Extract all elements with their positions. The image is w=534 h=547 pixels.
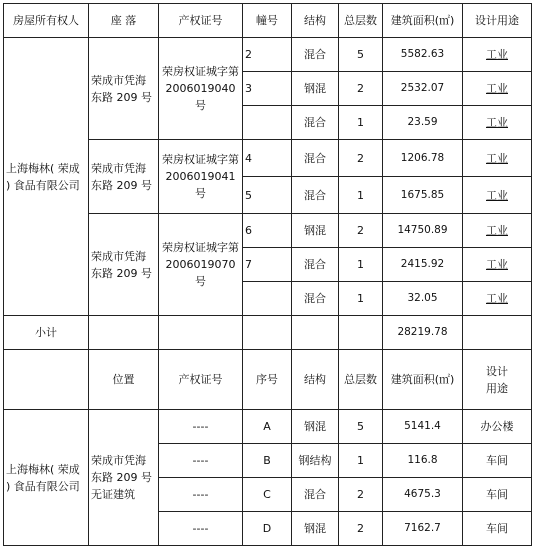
cert-cell: ---- <box>159 512 243 546</box>
table-row <box>4 38 532 72</box>
use-cell: 办公楼 <box>463 410 532 444</box>
header-location: 座 落 <box>89 4 159 38</box>
structure-cell: 混合 <box>292 38 339 72</box>
use-cell: 工业 <box>463 72 532 106</box>
structure-cell: 混合 <box>292 478 339 512</box>
floors-cell: 2 <box>339 72 383 106</box>
use-cell: 车间 <box>463 512 532 546</box>
structure-cell: 钢混 <box>292 512 339 546</box>
header-cert: 产权证号 <box>159 4 243 38</box>
area-cell: 7162.7 <box>383 512 463 546</box>
use-cell: 工业 <box>463 248 532 282</box>
floors-cell: 2 <box>339 214 383 248</box>
header-bldg: 幢号 <box>243 4 292 38</box>
structure-cell: 混合 <box>292 248 339 282</box>
use-cell: 工业 <box>463 140 532 177</box>
floors-cell: 1 <box>339 248 383 282</box>
area-cell: 2415.92 <box>383 248 463 282</box>
structure-cell: 钢混 <box>292 410 339 444</box>
structure-cell: 钢混 <box>292 72 339 106</box>
property-table <box>3 3 532 546</box>
subtotal-area: 28219.78 <box>383 316 463 350</box>
header2-area: 建筑面积(㎡) <box>383 350 463 410</box>
bldg-cell: 5 <box>243 177 292 214</box>
area-cell: 2532.07 <box>383 72 463 106</box>
floors-cell: 1 <box>339 106 383 140</box>
location-cell: 荣成市凭海东路 209 号 <box>89 214 159 316</box>
area-cell: 14750.89 <box>383 214 463 248</box>
cert-cell: 荣房权证城字第 2006019070 号 <box>159 214 243 316</box>
floors-cell: 1 <box>339 444 383 478</box>
structure-cell: 混合 <box>292 177 339 214</box>
bldg-cell: 7 <box>243 248 292 282</box>
cert-cell: ---- <box>159 410 243 444</box>
table-row <box>4 410 532 444</box>
header2-use: 设计用途 <box>463 350 532 410</box>
area-cell: 116.8 <box>383 444 463 478</box>
subtotal-label: 小计 <box>4 316 89 350</box>
subtotal-row <box>4 316 532 350</box>
area-cell: 5141.4 <box>383 410 463 444</box>
use-cell: 车间 <box>463 478 532 512</box>
location-cell: 荣成市凭海东路 209 号 <box>89 38 159 140</box>
header2-location: 位置 <box>89 350 159 410</box>
floors-cell: 2 <box>339 140 383 177</box>
seq-cell: B <box>243 444 292 478</box>
seq-cell: D <box>243 512 292 546</box>
cert-cell: ---- <box>159 444 243 478</box>
header-owner: 房屋所有权人 <box>4 4 89 38</box>
bldg-cell: 2 <box>243 38 292 72</box>
location-cell-2: 荣成市凭海东路 209 号无证建筑 <box>89 410 159 546</box>
area-cell: 4675.3 <box>383 478 463 512</box>
header-row-2 <box>4 350 532 410</box>
header2-seq: 序号 <box>243 350 292 410</box>
use-cell: 工业 <box>463 282 532 316</box>
structure-cell: 钢结构 <box>292 444 339 478</box>
structure-cell: 混合 <box>292 282 339 316</box>
header2-floors: 总层数 <box>339 350 383 410</box>
floors-cell: 2 <box>339 478 383 512</box>
header-row <box>4 4 532 38</box>
location-cell: 荣成市凭海东路 209 号 <box>89 140 159 214</box>
use-cell: 工业 <box>463 38 532 72</box>
header-area: 建筑面积(㎡) <box>383 4 463 38</box>
bldg-cell <box>243 106 292 140</box>
owner-cell: 上海梅林( 荣成 ) 食品有限公司 <box>4 38 89 316</box>
floors-cell: 1 <box>339 282 383 316</box>
header2-cert: 产权证号 <box>159 350 243 410</box>
area-cell: 23.59 <box>383 106 463 140</box>
structure-cell: 混合 <box>292 106 339 140</box>
bldg-cell <box>243 282 292 316</box>
use-cell: 车间 <box>463 444 532 478</box>
header2-structure: 结构 <box>292 350 339 410</box>
area-cell: 5582.63 <box>383 38 463 72</box>
header-floors: 总层数 <box>339 4 383 38</box>
area-cell: 1675.85 <box>383 177 463 214</box>
seq-cell: C <box>243 478 292 512</box>
seq-cell: A <box>243 410 292 444</box>
structure-cell: 钢混 <box>292 214 339 248</box>
header-use: 设计用途 <box>463 4 532 38</box>
cert-cell: ---- <box>159 478 243 512</box>
floors-cell: 5 <box>339 410 383 444</box>
use-cell: 工业 <box>463 177 532 214</box>
area-cell: 1206.78 <box>383 140 463 177</box>
bldg-cell: 6 <box>243 214 292 248</box>
header-structure: 结构 <box>292 4 339 38</box>
structure-cell: 混合 <box>292 140 339 177</box>
use-cell: 工业 <box>463 214 532 248</box>
floors-cell: 5 <box>339 38 383 72</box>
bldg-cell: 4 <box>243 140 292 177</box>
use-cell: 工业 <box>463 106 532 140</box>
cert-cell: 荣房权证城字第 2006019040 号 <box>159 38 243 140</box>
owner-cell-2: 上海梅林( 荣成 ) 食品有限公司 <box>4 410 89 546</box>
cert-cell: 荣房权证城字第 2006019041 号 <box>159 140 243 214</box>
bldg-cell: 3 <box>243 72 292 106</box>
floors-cell: 1 <box>339 177 383 214</box>
area-cell: 32.05 <box>383 282 463 316</box>
floors-cell: 2 <box>339 512 383 546</box>
